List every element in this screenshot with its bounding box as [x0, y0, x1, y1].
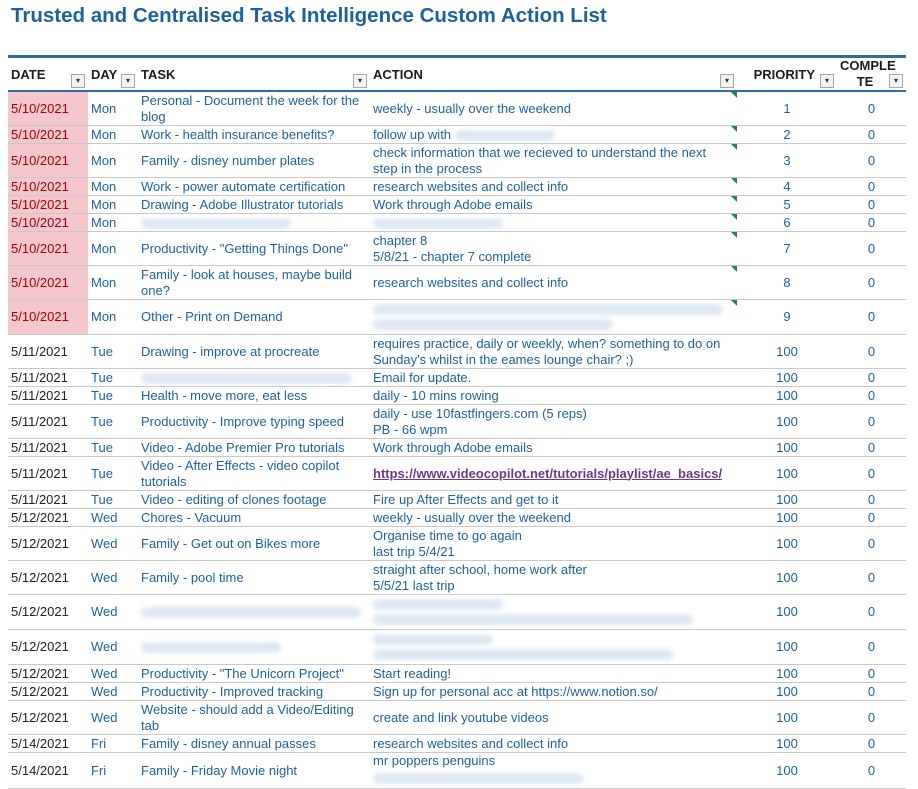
action-cell[interactable] — [370, 178, 737, 196]
day-cell[interactable]: Tue — [88, 369, 138, 387]
day-cell[interactable]: Wed — [88, 665, 138, 683]
task-table — [8, 58, 906, 789]
table-row[interactable] — [8, 665, 906, 683]
priority-cell[interactable]: 6 — [737, 214, 837, 232]
redacted-text — [373, 773, 583, 784]
day-cell[interactable]: Wed — [88, 683, 138, 701]
day-cell[interactable]: Mon — [88, 178, 138, 196]
task-cell[interactable]: Video - editing of clones footage — [138, 491, 370, 509]
action-cell[interactable] — [370, 232, 737, 266]
redacted-text — [373, 599, 503, 610]
complete-cell[interactable]: 0 — [837, 439, 906, 457]
table-row[interactable] — [8, 561, 906, 595]
day-cell[interactable]: Mon — [88, 266, 138, 300]
action-cell[interactable] — [370, 300, 737, 335]
complete-cell[interactable]: 0 — [837, 509, 906, 527]
comment-indicator-icon — [731, 92, 737, 98]
date-cell[interactable]: 5/11/2021 — [8, 369, 88, 387]
redacted-text — [141, 373, 351, 384]
date-cell[interactable]: 5/14/2021 — [8, 753, 88, 789]
task-cell[interactable]: Personal - Document the week for the blog — [138, 91, 370, 126]
complete-cell[interactable]: 0 — [837, 144, 906, 178]
redacted-text — [141, 218, 291, 229]
date-cell[interactable]: 5/11/2021 — [8, 439, 88, 457]
action-cell[interactable] — [370, 126, 737, 144]
priority-cell[interactable]: 100 — [737, 369, 837, 387]
task-cell[interactable]: Family - Get out on Bikes more — [138, 527, 370, 561]
date-cell[interactable]: 5/12/2021 — [8, 595, 88, 630]
complete-cell[interactable]: 0 — [837, 387, 906, 405]
task-cell[interactable]: Chores - Vacuum — [138, 509, 370, 527]
day-cell[interactable]: Tue — [88, 491, 138, 509]
priority-cell[interactable]: 100 — [737, 405, 837, 439]
date-cell[interactable]: 5/12/2021 — [8, 683, 88, 701]
complete-cell[interactable]: 0 — [837, 91, 906, 126]
task-cell[interactable]: Productivity - Improve typing speed — [138, 405, 370, 439]
redacted-text — [141, 642, 281, 653]
comment-indicator-icon — [731, 266, 737, 272]
complete-cell[interactable]: 0 — [837, 266, 906, 300]
day-cell[interactable]: Tue — [88, 387, 138, 405]
redacted-text — [373, 319, 613, 330]
priority-cell[interactable]: 3 — [737, 144, 837, 178]
action-text: chapter 8 5/8/21 - chapter 7 complete — [373, 232, 532, 264]
action-cell[interactable]: daily - use 10fastfingers.com (5 reps) PB - 66 wpm — [370, 405, 737, 439]
table-row[interactable] — [8, 369, 906, 387]
task-cell[interactable]: Health - move more, eat less — [138, 387, 370, 405]
comment-indicator-icon — [731, 144, 737, 150]
date-cell[interactable]: 5/12/2021 — [8, 630, 88, 665]
day-cell[interactable]: Mon — [88, 232, 138, 266]
task-cell[interactable]: Work - power automate certification — [138, 178, 370, 196]
date-cell[interactable]: 5/11/2021 — [8, 491, 88, 509]
complete-cell[interactable]: 0 — [837, 701, 906, 735]
action-text: follow up with — [373, 126, 452, 142]
date-cell[interactable]: 5/12/2021 — [8, 701, 88, 735]
priority-cell[interactable]: 100 — [737, 753, 837, 789]
date-cell[interactable]: 5/10/2021 — [8, 196, 88, 214]
table-row[interactable] — [8, 753, 906, 789]
complete-cell[interactable]: 0 — [837, 457, 906, 491]
action-cell[interactable]: Organise time to go again last trip 5/4/21 — [370, 527, 737, 561]
task-cell[interactable]: Family - Friday Movie night — [138, 753, 370, 789]
task-cell[interactable]: Productivity - Improved tracking — [138, 683, 370, 701]
day-cell[interactable]: Tue — [88, 457, 138, 491]
complete-cell[interactable]: 0 — [837, 126, 906, 144]
filter-dropdown-icon[interactable]: ▾ — [720, 74, 734, 88]
comment-indicator-icon — [731, 232, 737, 238]
redacted-text — [141, 607, 361, 618]
sheet-title: Trusted and Centralised Task Intelligence Custom Action List — [11, 4, 607, 27]
table-row[interactable] — [8, 266, 906, 300]
action-cell[interactable]: Sign up for personal acc at https://www.notion.so/ — [370, 683, 737, 701]
date-cell[interactable]: 5/10/2021 — [8, 178, 88, 196]
priority-cell[interactable]: 100 — [737, 527, 837, 561]
action-text: research websites and collect info — [373, 178, 569, 194]
complete-cell[interactable]: 0 — [837, 735, 906, 753]
task-cell[interactable]: Drawing - Adobe Illustrator tutorials — [138, 196, 370, 214]
column-header-task — [138, 58, 370, 91]
task-cell[interactable]: Productivity - "Getting Things Done" — [138, 232, 370, 266]
priority-cell[interactable]: 4 — [737, 178, 837, 196]
date-cell[interactable]: 5/12/2021 — [8, 665, 88, 683]
tutorial-link[interactable]: https://www.videocopilot.net/tutorials/playlist/ae_basics/ — [373, 465, 723, 481]
table-row[interactable] — [8, 144, 906, 178]
date-cell[interactable]: 5/10/2021 — [8, 266, 88, 300]
task-cell[interactable] — [138, 630, 370, 665]
complete-cell[interactable]: 0 — [837, 683, 906, 701]
priority-header-label: PRIORITY — [753, 66, 815, 82]
action-cell[interactable]: Fire up After Effects and get to it — [370, 491, 737, 509]
action-cell[interactable] — [370, 214, 737, 232]
task-cell[interactable]: Productivity - "The Unicorn Project" — [138, 665, 370, 683]
table-row[interactable] — [8, 387, 906, 405]
priority-cell[interactable]: 2 — [737, 126, 837, 144]
date-cell[interactable]: 5/10/2021 — [8, 300, 88, 335]
table-row[interactable] — [8, 595, 906, 630]
action-text: check information that we recieved to understand the next step in the process — [373, 144, 707, 176]
sort-filter-icon[interactable]: ▾ — [820, 74, 834, 88]
comment-indicator-icon — [731, 300, 737, 306]
complete-cell[interactable]: 0 — [837, 232, 906, 266]
action-text: research websites and collect info — [373, 274, 569, 290]
priority-cell[interactable]: 100 — [737, 683, 837, 701]
date-cell[interactable]: 5/12/2021 — [8, 509, 88, 527]
priority-cell[interactable]: 100 — [737, 630, 837, 665]
day-cell[interactable]: Fri — [88, 753, 138, 789]
date-cell[interactable]: 5/11/2021 — [8, 387, 88, 405]
action-cell[interactable] — [370, 753, 737, 789]
table-row[interactable] — [8, 701, 906, 735]
table-row[interactable] — [8, 491, 906, 509]
task-cell[interactable]: Family - disney number plates — [138, 144, 370, 178]
action-text: mr poppers penguins — [373, 753, 496, 768]
task-cell[interactable]: Family - pool time — [138, 561, 370, 595]
complete-cell[interactable]: 0 — [837, 214, 906, 232]
task-cell[interactable] — [138, 595, 370, 630]
date-cell[interactable]: 5/10/2021 — [8, 144, 88, 178]
redacted-text — [373, 649, 673, 660]
table-row[interactable] — [8, 527, 906, 561]
complete-cell[interactable]: 0 — [837, 595, 906, 630]
table-row[interactable] — [8, 126, 906, 144]
action-cell[interactable] — [370, 630, 737, 665]
complete-cell[interactable]: 0 — [837, 335, 906, 369]
date-cell[interactable]: 5/11/2021 — [8, 457, 88, 491]
date-cell[interactable]: 5/12/2021 — [8, 527, 88, 561]
column-header-complete — [837, 58, 906, 91]
action-cell[interactable] — [370, 266, 737, 300]
table-row[interactable] — [8, 683, 906, 701]
day-cell[interactable]: Wed — [88, 595, 138, 630]
redacted-text — [373, 218, 503, 229]
task-cell[interactable]: Work - health insurance benefits? — [138, 126, 370, 144]
table-row[interactable] — [8, 509, 906, 527]
header-row — [8, 58, 906, 91]
complete-cell[interactable]: 0 — [837, 561, 906, 595]
date-cell[interactable]: 5/10/2021 — [8, 126, 88, 144]
action-cell[interactable]: research websites and collect info — [370, 735, 737, 753]
task-cell[interactable] — [138, 369, 370, 387]
complete-header-label: COMPLE TE — [840, 58, 896, 89]
day-cell[interactable]: Wed — [88, 509, 138, 527]
day-cell[interactable]: Mon — [88, 214, 138, 232]
task-cell[interactable] — [138, 214, 370, 232]
complete-cell[interactable]: 0 — [837, 753, 906, 789]
table-row[interactable] — [8, 178, 906, 196]
action-cell[interactable]: Work through Adobe emails — [370, 439, 737, 457]
action-cell[interactable]: daily - 10 mins rowing — [370, 387, 737, 405]
action-cell[interactable] — [370, 196, 737, 214]
day-cell[interactable]: Tue — [88, 439, 138, 457]
column-header-day — [88, 58, 138, 91]
priority-cell[interactable]: 100 — [737, 595, 837, 630]
complete-cell[interactable]: 0 — [837, 527, 906, 561]
complete-cell[interactable]: 0 — [837, 665, 906, 683]
task-cell[interactable]: Other - Print on Demand — [138, 300, 370, 335]
redacted-text — [455, 130, 555, 141]
comment-indicator-icon — [731, 214, 737, 220]
complete-cell[interactable]: 0 — [837, 300, 906, 335]
comment-indicator-icon — [731, 126, 737, 132]
table-row[interactable] — [8, 196, 906, 214]
task-cell[interactable]: Website - should add a Video/Editing tab — [138, 701, 370, 735]
date-cell[interactable]: 5/10/2021 — [8, 91, 88, 126]
complete-cell[interactable]: 0 — [837, 491, 906, 509]
table-row[interactable] — [8, 214, 906, 232]
priority-cell[interactable]: 100 — [737, 509, 837, 527]
table-row[interactable] — [8, 405, 906, 439]
date-cell[interactable]: 5/14/2021 — [8, 735, 88, 753]
action-cell[interactable]: weekly - usually over the weekend — [370, 509, 737, 527]
priority-cell[interactable]: 8 — [737, 266, 837, 300]
day-cell[interactable]: Wed — [88, 527, 138, 561]
table-row[interactable] — [8, 232, 906, 266]
table-row[interactable] — [8, 630, 906, 665]
task-header-label: TASK — [141, 66, 176, 82]
complete-cell[interactable]: 0 — [837, 405, 906, 439]
redacted-text — [373, 634, 493, 645]
redacted-text — [373, 614, 693, 625]
priority-cell[interactable]: 100 — [737, 665, 837, 683]
filter-dropdown-icon[interactable]: ▾ — [121, 74, 135, 88]
task-cell[interactable]: Drawing - improve at procreate — [138, 335, 370, 369]
priority-cell[interactable]: 5 — [737, 196, 837, 214]
comment-indicator-icon — [731, 178, 737, 184]
priority-cell[interactable]: 100 — [737, 735, 837, 753]
day-cell[interactable]: Wed — [88, 701, 138, 735]
table-row[interactable] — [8, 335, 906, 369]
date-header-label: DATE — [11, 66, 46, 82]
table-row[interactable] — [8, 457, 906, 491]
action-cell[interactable]: requires practice, daily or weekly, when? something to do on Sunday's whilst in the eames lounge chair? ;) — [370, 335, 737, 369]
action-cell[interactable] — [370, 91, 737, 126]
table-row[interactable] — [8, 735, 906, 753]
action-cell[interactable]: Email for update. — [370, 369, 737, 387]
task-cell[interactable]: Family - disney annual passes — [138, 735, 370, 753]
complete-cell[interactable]: 0 — [837, 178, 906, 196]
date-cell[interactable]: 5/12/2021 — [8, 561, 88, 595]
task-cell[interactable]: Video - Adobe Premier Pro tutorials — [138, 439, 370, 457]
day-cell[interactable]: Wed — [88, 630, 138, 665]
table-row[interactable] — [8, 91, 906, 126]
priority-cell[interactable]: 100 — [737, 457, 837, 491]
table-row[interactable] — [8, 439, 906, 457]
redacted-text — [373, 304, 723, 315]
action-cell[interactable] — [370, 457, 737, 491]
action-cell[interactable]: Start reading! — [370, 665, 737, 683]
sort-filter-icon[interactable]: ▾ — [71, 74, 85, 88]
filter-dropdown-icon[interactable]: ▾ — [353, 74, 367, 88]
date-cell[interactable]: 5/10/2021 — [8, 214, 88, 232]
day-cell[interactable]: Mon — [88, 300, 138, 335]
action-text: weekly - usually over the weekend — [373, 100, 571, 116]
action-cell[interactable]: straight after school, home work after 5/5/21 last trip — [370, 561, 737, 595]
day-cell[interactable]: Fri — [88, 735, 138, 753]
day-cell[interactable]: Wed — [88, 561, 138, 595]
sort-filter-icon[interactable]: ▾ — [889, 74, 903, 88]
priority-cell[interactable]: 9 — [737, 300, 837, 335]
date-cell[interactable]: 5/10/2021 — [8, 232, 88, 266]
action-cell[interactable]: create and link youtube videos — [370, 701, 737, 735]
column-header-priority — [737, 58, 837, 91]
day-cell[interactable]: Mon — [88, 196, 138, 214]
action-cell[interactable] — [370, 144, 737, 178]
table-row[interactable] — [8, 300, 906, 335]
complete-cell[interactable]: 0 — [837, 369, 906, 387]
column-header-action — [370, 58, 737, 91]
priority-cell[interactable]: 100 — [737, 561, 837, 595]
priority-cell[interactable]: 100 — [737, 387, 837, 405]
day-cell[interactable]: Mon — [88, 91, 138, 126]
priority-cell[interactable]: 100 — [737, 491, 837, 509]
comment-indicator-icon — [731, 196, 737, 202]
task-cell[interactable]: Video - After Effects - video copilot tutorials — [138, 457, 370, 491]
day-header-label: DAY — [91, 66, 118, 82]
task-cell[interactable]: Family - look at houses, maybe build one? — [138, 266, 370, 300]
day-cell[interactable]: Tue — [88, 405, 138, 439]
day-cell[interactable]: Mon — [88, 144, 138, 178]
day-cell[interactable]: Mon — [88, 126, 138, 144]
action-cell[interactable] — [370, 595, 737, 630]
priority-cell[interactable]: 7 — [737, 232, 837, 266]
priority-cell[interactable]: 1 — [737, 91, 837, 126]
complete-cell[interactable]: 0 — [837, 630, 906, 665]
date-cell[interactable]: 5/11/2021 — [8, 335, 88, 369]
priority-cell[interactable]: 100 — [737, 439, 837, 457]
action-header-label: ACTION — [373, 66, 423, 82]
priority-cell[interactable]: 100 — [737, 701, 837, 735]
priority-cell[interactable]: 100 — [737, 335, 837, 369]
date-cell[interactable]: 5/11/2021 — [8, 405, 88, 439]
day-cell[interactable]: Tue — [88, 335, 138, 369]
complete-cell[interactable]: 0 — [837, 196, 906, 214]
column-header-date — [8, 58, 88, 91]
action-text: Work through Adobe emails — [373, 196, 533, 212]
